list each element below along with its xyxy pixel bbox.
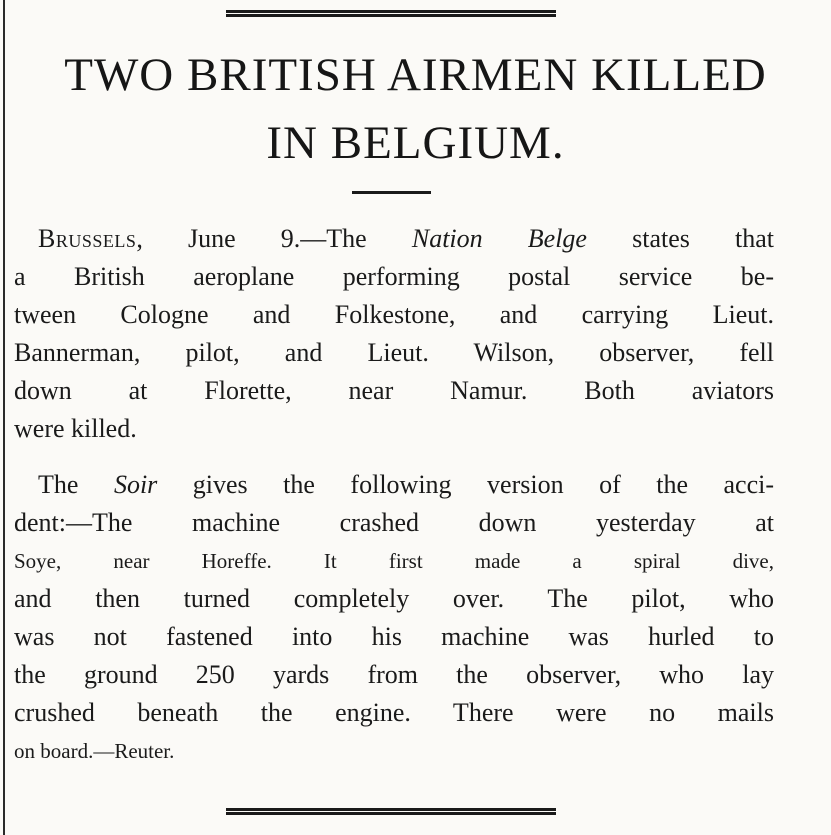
paragraph-line: down at Florette, near Namur. Both aviators [14, 376, 774, 405]
paragraph-line [14, 466, 774, 504]
headline-line-2: IN BELGIUM. [266, 117, 565, 169]
bottom-double-rule [226, 808, 556, 815]
article-paragraph-2 [14, 466, 774, 770]
line-head: The [38, 470, 114, 499]
dateline-rest: , June 9.—The [136, 224, 412, 253]
paragraph-line: a British aeroplane performing postal service be- [14, 262, 774, 291]
paragraph-line: were killed. [14, 414, 137, 443]
line-tail: states that [586, 224, 774, 253]
paragraph-line: crushed beneath the engine. There were no mails [14, 698, 774, 727]
paragraph-line: dent:—The machine crashed down yesterday at [14, 508, 774, 537]
paragraph-line: the ground 250 yards from the observer, who lay [14, 660, 774, 689]
top-double-rule [226, 10, 556, 17]
paragraph-line: on board.—Reuter. [14, 739, 175, 763]
paragraph-line: tween Cologne and Folkestone, and carrying Lieut. [14, 300, 774, 329]
column-rule [3, 0, 5, 835]
newspaper-name: Soir [113, 470, 158, 499]
headline-line-1: TWO BRITISH AIRMEN KILLED [64, 49, 767, 101]
paragraph-line: Soye, near Horeffe. It first made a spiral dive, [14, 549, 774, 573]
paragraph-line: was not fastened into his machine was hurled to [14, 622, 774, 651]
article-paragraph-1 [14, 220, 774, 448]
line-tail: gives the following version of the acci- [157, 470, 775, 499]
paragraph-line: Bannerman, pilot, and Lieut. Wilson, observer, fell [14, 338, 774, 367]
newspaper-name: Nation Belge [411, 224, 587, 253]
paragraph-line: and then turned completely over. The pilot, who [14, 584, 774, 613]
headline-divider [352, 191, 431, 194]
dateline: Brussels [38, 224, 137, 253]
paragraph-line [14, 220, 774, 258]
